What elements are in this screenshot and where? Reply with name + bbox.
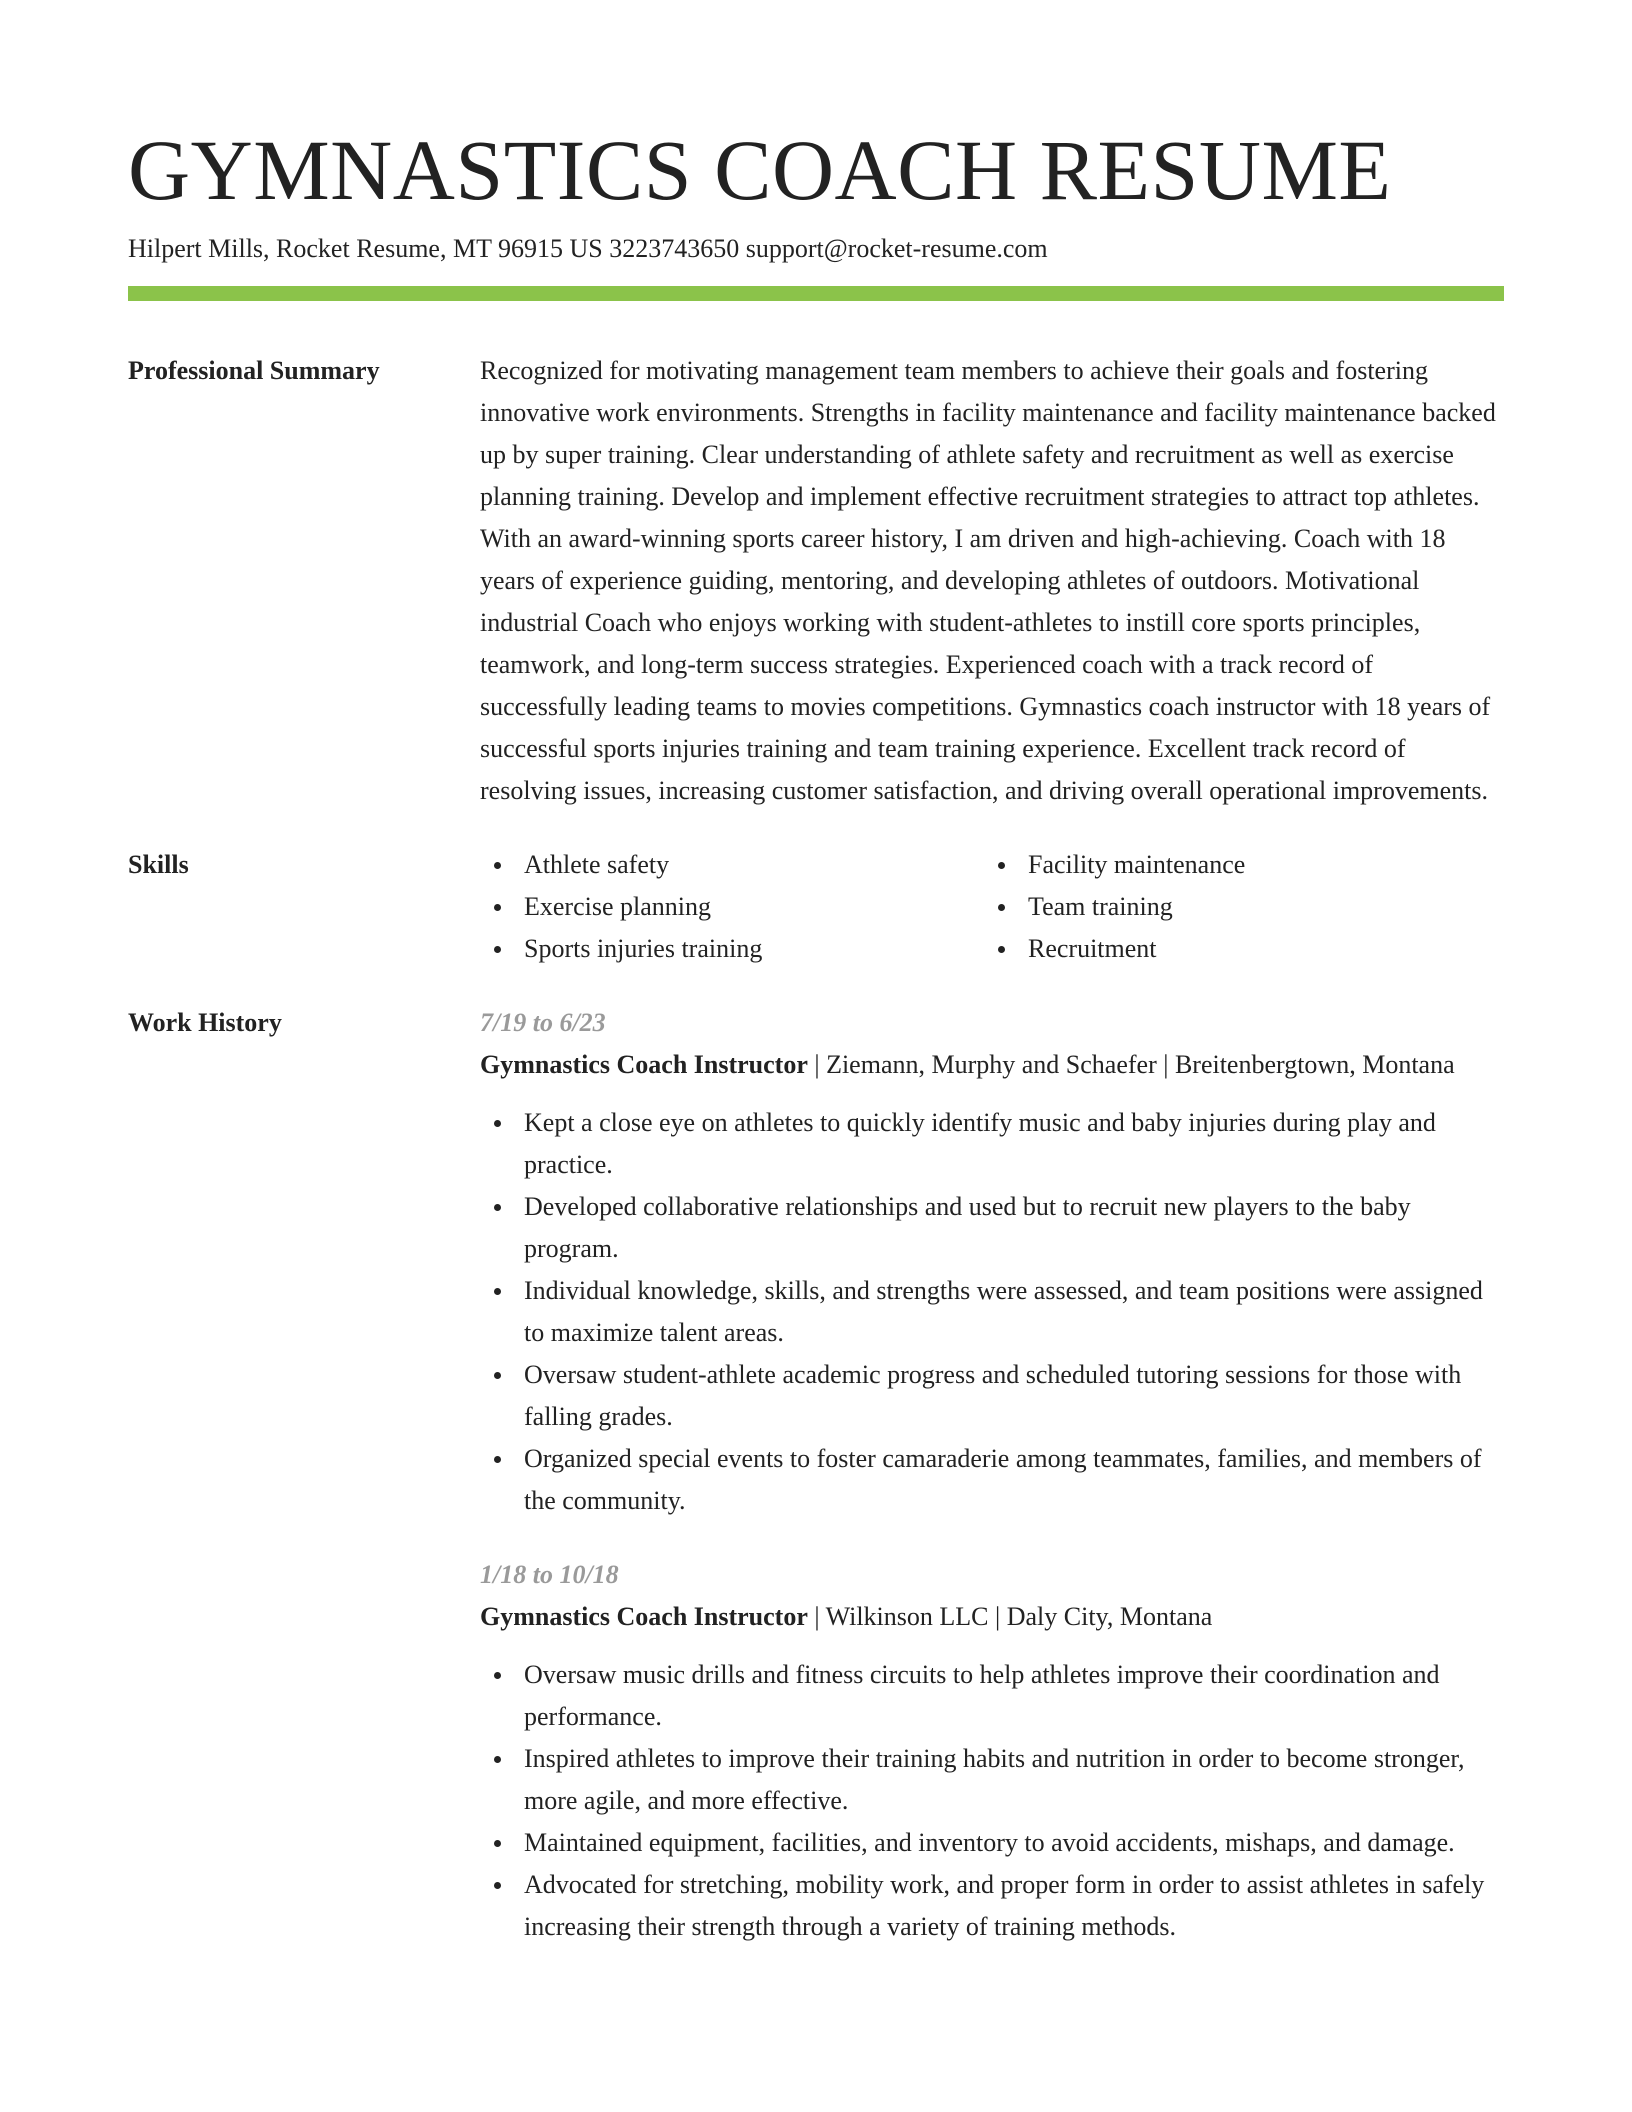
resume-title: GYMNASTICS COACH RESUME (128, 122, 1392, 218)
job-bullet: Kept a close eye on athletes to quickly identify music and baby injuries during play and practice. (480, 1102, 1504, 1186)
job-heading (480, 1596, 1504, 1638)
job-entry (480, 1554, 1504, 1948)
summary-body (480, 350, 1504, 812)
skill-item: Sports injuries training (480, 928, 984, 970)
job-bullets (480, 1102, 1504, 1522)
summary-text: Recognized for motivating management team members to achieve their goals and fostering innovative work environments. Strengths in facility maintenance and facility maintenance backed up by super training. Clear understanding of athlete safety and recruitment as well as exercise planning training. Develop and implement effective recruitment strategies to attract top athletes. With an award-winning sports career history, I am driven and high-achieving. Coach with 18 years of experience guiding, mentoring, and developing athletes of outdoors. Motivational industrial Coach who enjoys working with student-athletes to instill core sports principles, teamwork, and long-term success strategies. Experienced coach with a track record of successfully leading teams to movies competitions. Gymnastics coach instructor with 18 years of successful sports injuries training and team training experience. Excellent track record of resolving issues, increasing customer satisfaction, and driving overall operational improvements. (480, 356, 1496, 805)
skills-body (480, 844, 1504, 970)
job-bullet: Maintained equipment, facilities, and inventory to avoid accidents, mishaps, and damage. (480, 1822, 1504, 1864)
skill-item: Exercise planning (480, 886, 984, 928)
work-history-label: Work History (128, 1008, 282, 1037)
work-history-body (480, 1002, 1504, 1980)
job-details: | Wilkinson LLC | Daly City, Montana (807, 1602, 1213, 1631)
skills-section (128, 844, 1504, 970)
skill-item: Athlete safety (480, 844, 984, 886)
job-bullet: Advocated for stretching, mobility work, and proper form in order to assist athletes in safely increasing their strength through a variety of training methods. (480, 1864, 1504, 1948)
summary-section (128, 350, 1504, 812)
accent-divider (128, 286, 1504, 301)
skills-column-right (984, 844, 1488, 970)
skill-item: Facility maintenance (984, 844, 1488, 886)
summary-label: Professional Summary (128, 356, 380, 385)
job-title: Gymnastics Coach Instructor (480, 1050, 808, 1079)
job-bullet: Oversaw music drills and fitness circuits to help athletes improve their coordination and performance. (480, 1654, 1504, 1738)
job-entry (480, 1002, 1504, 1522)
work-history-section (128, 1002, 1504, 1980)
job-bullet: Individual knowledge, skills, and strengths were assessed, and team positions were assigned to maximize talent areas. (480, 1270, 1504, 1354)
job-dates: 7/19 to 6/23 (480, 1008, 606, 1037)
job-title: Gymnastics Coach Instructor (480, 1602, 808, 1631)
job-heading (480, 1044, 1504, 1086)
contact-line: Hilpert Mills, Rocket Resume, MT 96915 US 3223743650 support@rocket-resume.com (128, 234, 1048, 263)
job-dates: 1/18 to 10/18 (480, 1560, 619, 1589)
skills-column-left (480, 844, 984, 970)
resume-content (128, 350, 1504, 1980)
job-bullet: Inspired athletes to improve their training habits and nutrition in order to become stronger, more agile, and more effective. (480, 1738, 1504, 1822)
skills-grid (480, 844, 1504, 970)
job-bullet: Oversaw student-athlete academic progress and scheduled tutoring sessions for those with falling grades. (480, 1354, 1504, 1438)
job-bullets (480, 1654, 1504, 1948)
job-bullet: Organized special events to foster camaraderie among teammates, families, and members of the community. (480, 1438, 1504, 1522)
skill-item: Recruitment (984, 928, 1488, 970)
skills-label: Skills (128, 850, 189, 879)
job-bullet: Developed collaborative relationships and used but to recruit new players to the baby program. (480, 1186, 1504, 1270)
job-details: | Ziemann, Murphy and Schaefer | Breitenbergtown, Montana (807, 1050, 1455, 1079)
skill-item: Team training (984, 886, 1488, 928)
